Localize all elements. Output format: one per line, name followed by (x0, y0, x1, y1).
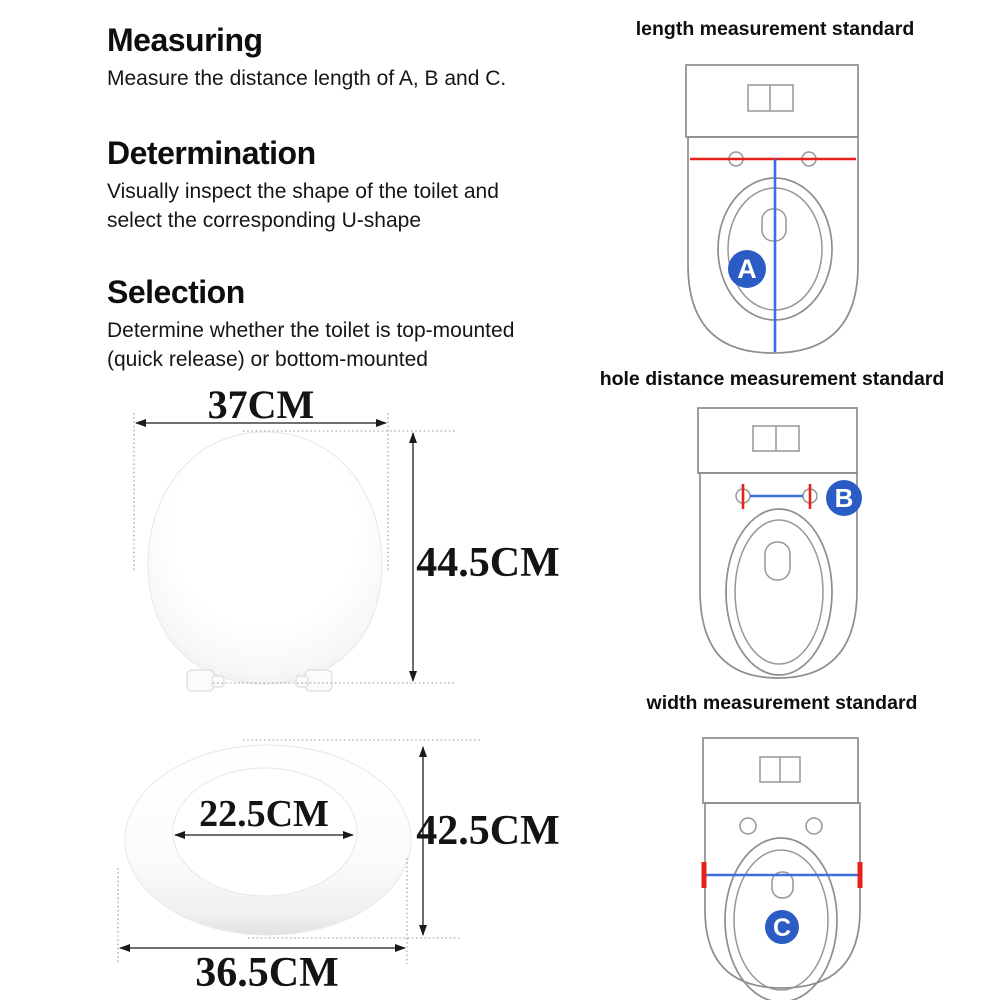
flush-button (753, 426, 799, 451)
flush-button (748, 85, 793, 111)
diagram-b-title: hole distance measurement standard (599, 368, 945, 390)
toilet-seat-dimension-figure (60, 380, 600, 1000)
label-a-badge (728, 250, 766, 288)
section-determination-title: Determination (107, 135, 316, 171)
seat-ring (125, 745, 411, 935)
seat-lid (148, 432, 382, 684)
mount-hole-right (806, 818, 822, 834)
section-selection-body: Determine whether the toilet is top-mounted (quick release) or bottom-mounted (107, 318, 515, 371)
bowl-outer (726, 509, 832, 675)
section-selection (107, 276, 539, 375)
diagram-length-measurement (640, 55, 920, 365)
section-measuring (107, 24, 539, 94)
diagram-a-title: length measurement standard (635, 18, 915, 40)
toilet-tank (698, 408, 857, 473)
flush-button (760, 757, 800, 782)
dim-label-hole-width: 22.5CM (199, 793, 329, 835)
diagram-c-title: width measurement standard (646, 692, 918, 714)
mount-hole-left (740, 818, 756, 834)
section-measuring-body: Measure the distance length of A, B and C. (107, 66, 507, 90)
label-a-letter: A (737, 254, 757, 284)
section-determination-body: Visually inspect the shape of the toilet and select the corresponding U-shape (107, 179, 499, 232)
label-c-badge (765, 910, 799, 944)
diagram-width-measurement (640, 725, 920, 1000)
flush-hole (765, 542, 790, 580)
label-b-letter: B (834, 483, 854, 513)
dim-label-seat-height: 42.5CM (416, 808, 560, 854)
dim-label-lid-width: 37CM (207, 382, 315, 427)
section-selection-title: Selection (107, 274, 245, 310)
section-determination (107, 137, 539, 236)
label-c-letter: C (772, 914, 792, 942)
toilet-tank (686, 65, 858, 137)
dim-label-lid-height: 44.5CM (416, 540, 560, 586)
label-b-badge (826, 480, 862, 516)
section-measuring-title: Measuring (107, 22, 263, 58)
dim-label-seat-width: 36.5CM (195, 950, 339, 996)
diagram-hole-distance-measurement (640, 395, 920, 690)
